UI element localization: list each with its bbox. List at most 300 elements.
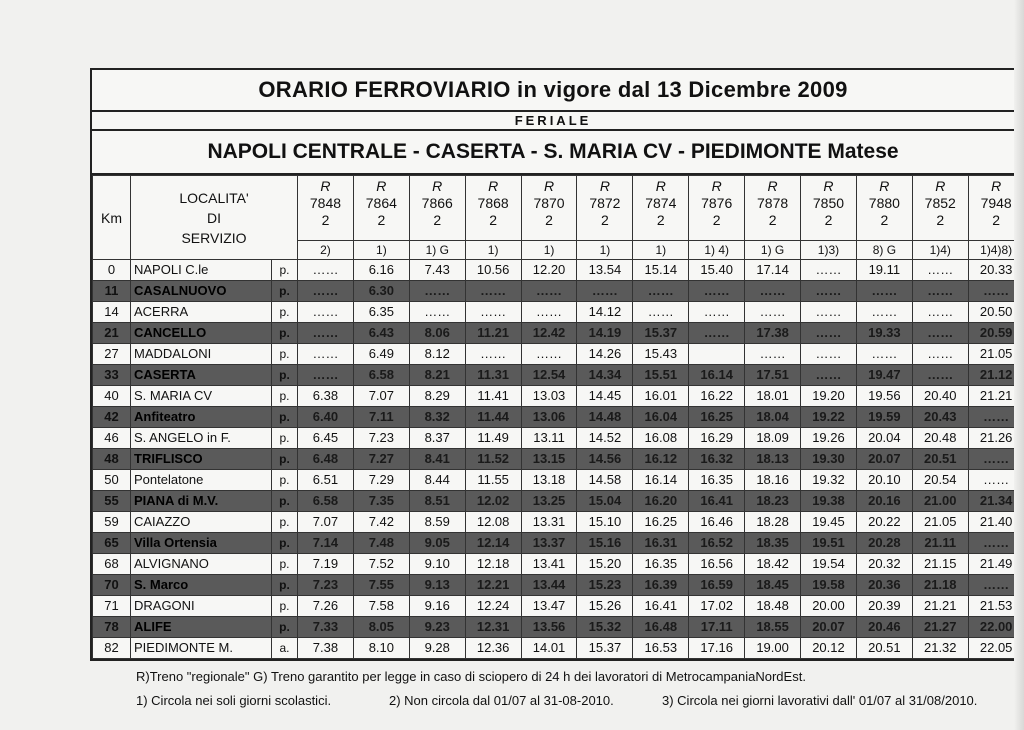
station-row	[93, 470, 1024, 491]
train-category: R	[823, 178, 834, 194]
departure-arrival-flag: p.	[272, 344, 298, 365]
departure-time: 20.28	[856, 533, 912, 554]
station-name: PIANA di M.V.	[131, 491, 272, 512]
departure-arrival-flag: p.	[272, 302, 298, 323]
station-name: DRAGONI	[131, 596, 272, 617]
departure-time: 17.16	[689, 638, 745, 659]
numbered-notes	[136, 691, 1016, 711]
departure-time: ……	[912, 281, 968, 302]
departure-time: 16.14	[689, 365, 745, 386]
departure-time: 20.54	[912, 470, 968, 491]
departure-time: ……	[801, 323, 857, 344]
departure-time: ……	[968, 407, 1024, 428]
station-row	[93, 281, 1024, 302]
localita-header	[131, 176, 298, 260]
departure-time: 16.08	[633, 428, 689, 449]
station-km: 65	[93, 533, 131, 554]
station-name: CANCELLO	[131, 323, 272, 344]
departure-arrival-flag: p.	[272, 428, 298, 449]
departure-time: 20.59	[968, 323, 1024, 344]
station-name: S. MARIA CV	[131, 386, 272, 407]
departure-time: 9.13	[409, 575, 465, 596]
note-1: 1) Circola nei soli giorni scolastici.	[136, 693, 332, 708]
departure-time: 16.29	[689, 428, 745, 449]
departure-time: ……	[968, 533, 1024, 554]
departure-time: 16.25	[689, 407, 745, 428]
departure-arrival-flag: p.	[272, 281, 298, 302]
train-category: R	[320, 178, 331, 194]
departure-time: 19.00	[745, 638, 801, 659]
station-row	[93, 407, 1024, 428]
departure-arrival-flag: p.	[272, 575, 298, 596]
train-category: R	[711, 178, 722, 194]
departure-time: 13.31	[521, 512, 577, 533]
departure-time: 15.40	[689, 260, 745, 281]
departure-time: ……	[409, 281, 465, 302]
departure-time: 12.02	[465, 491, 521, 512]
train-category: R	[991, 178, 1002, 194]
departure-time: 19.32	[801, 470, 857, 491]
departure-time: ……	[409, 302, 465, 323]
departure-time: 19.58	[801, 575, 857, 596]
departure-time: 16.04	[633, 407, 689, 428]
departure-time: 20.16	[856, 491, 912, 512]
departure-time: 11.55	[465, 470, 521, 491]
departure-time: ……	[298, 260, 354, 281]
train-category: R	[376, 178, 387, 194]
station-name: CAIAZZO	[131, 512, 272, 533]
departure-time: 12.24	[465, 596, 521, 617]
departure-time: 11.52	[465, 449, 521, 470]
departure-time: 7.26	[298, 596, 354, 617]
departure-time: 18.23	[745, 491, 801, 512]
departure-time: 14.52	[577, 428, 633, 449]
departure-time: ……	[689, 302, 745, 323]
departure-time: 8.12	[409, 344, 465, 365]
departure-time: 7.42	[353, 512, 409, 533]
localita-header-line: SERVIZIO	[181, 229, 247, 246]
departure-time: 18.55	[745, 617, 801, 638]
departure-arrival-flag: p.	[272, 491, 298, 512]
departure-time: 16.35	[633, 554, 689, 575]
departure-arrival-flag: p.	[272, 596, 298, 617]
departure-time: 7.55	[353, 575, 409, 596]
departure-time: 13.25	[521, 491, 577, 512]
station-km: 50	[93, 470, 131, 491]
note-2: 2) Non circola dal 01/07 al 31-08-2010.	[389, 693, 614, 708]
station-row	[93, 491, 1024, 512]
departure-time: 19.51	[801, 533, 857, 554]
train-class: 2	[712, 212, 721, 228]
departure-arrival-flag: p.	[272, 407, 298, 428]
train-number: 7848	[309, 195, 342, 211]
departure-time: 13.44	[521, 575, 577, 596]
train-note: 1)4)8)	[968, 241, 1024, 260]
departure-time: 20.50	[968, 302, 1024, 323]
departure-time: 19.45	[801, 512, 857, 533]
train-class: 2	[656, 212, 665, 228]
station-name: TRIFLISCO	[131, 449, 272, 470]
localita-header-line: DI	[207, 209, 221, 226]
departure-time: 21.34	[968, 491, 1024, 512]
train-header	[577, 176, 633, 241]
departure-time: 15.04	[577, 491, 633, 512]
departure-time: ……	[633, 281, 689, 302]
station-km: 11	[93, 281, 131, 302]
departure-time: 18.48	[745, 596, 801, 617]
departure-time: ……	[856, 344, 912, 365]
train-class: 2	[992, 212, 1001, 228]
departure-time: 16.53	[633, 638, 689, 659]
departure-time: 20.43	[912, 407, 968, 428]
departure-time: 16.59	[689, 575, 745, 596]
departure-time: 11.44	[465, 407, 521, 428]
departure-time: 9.05	[409, 533, 465, 554]
station-km: 14	[93, 302, 131, 323]
departure-arrival-flag: p.	[272, 386, 298, 407]
train-class: 2	[545, 212, 553, 228]
departure-time: 20.32	[856, 554, 912, 575]
departure-arrival-flag: p.	[272, 470, 298, 491]
departure-time: ……	[856, 302, 912, 323]
departure-time: 16.52	[689, 533, 745, 554]
departure-time: 7.29	[353, 470, 409, 491]
departure-time: 20.07	[856, 449, 912, 470]
departure-time: 21.18	[912, 575, 968, 596]
departure-time: 19.22	[801, 407, 857, 428]
train-note: 1)	[633, 241, 689, 260]
departure-time	[689, 344, 745, 365]
station-name: ACERRA	[131, 302, 272, 323]
departure-time: 15.37	[633, 323, 689, 344]
departure-time: 7.11	[353, 407, 409, 428]
train-number: 7872	[589, 195, 621, 211]
departure-time: 21.12	[968, 365, 1024, 386]
departure-time: 7.58	[353, 596, 409, 617]
departure-time: 20.00	[801, 596, 857, 617]
train-class: 2	[824, 212, 833, 228]
train-note: 1)	[465, 241, 521, 260]
train-class: 2	[601, 212, 609, 228]
departure-time: 14.01	[521, 638, 577, 659]
station-km: 68	[93, 554, 131, 575]
train-class: 2	[489, 212, 498, 228]
departure-time: 8.10	[353, 638, 409, 659]
departure-time: 16.22	[689, 386, 745, 407]
train-class: 2	[321, 212, 330, 228]
departure-time: ……	[912, 302, 968, 323]
departure-time: 7.23	[353, 428, 409, 449]
train-note: 1) 4)	[689, 241, 745, 260]
departure-time: 7.07	[353, 386, 409, 407]
departure-time: ……	[689, 323, 745, 344]
train-header	[689, 176, 745, 241]
train-header	[745, 176, 801, 241]
departure-time: 6.58	[353, 365, 409, 386]
departure-time: 6.58	[298, 491, 354, 512]
departure-time: 22.05	[968, 638, 1024, 659]
departure-time: 17.14	[745, 260, 801, 281]
train-class: 2	[936, 212, 945, 228]
train-class: 2	[377, 212, 386, 228]
station-name: S. ANGELO in F.	[131, 428, 272, 449]
departure-time: ……	[912, 260, 968, 281]
departure-time: 7.43	[409, 260, 465, 281]
train-class: 2	[768, 212, 777, 228]
station-row	[93, 533, 1024, 554]
train-number: 7866	[421, 195, 453, 211]
departure-time: 11.21	[465, 323, 521, 344]
departure-time: 12.31	[465, 617, 521, 638]
departure-time: 14.56	[577, 449, 633, 470]
departure-time: 16.41	[689, 491, 745, 512]
departure-time: 15.32	[577, 617, 633, 638]
train-note: 1)3)	[801, 241, 857, 260]
train-number: 7868	[477, 195, 509, 211]
departure-time: 14.34	[577, 365, 633, 386]
train-class: 2	[433, 212, 442, 228]
departure-time: 6.48	[298, 449, 354, 470]
departure-time: 16.14	[633, 470, 689, 491]
departure-time: 8.21	[409, 365, 465, 386]
station-km: 48	[93, 449, 131, 470]
timetable-sheet	[90, 68, 1016, 661]
train-number: 7850	[812, 195, 845, 211]
departure-time: 21.49	[968, 554, 1024, 575]
departure-time: 20.36	[856, 575, 912, 596]
train-number: 7870	[533, 195, 565, 211]
departure-time: ……	[465, 281, 521, 302]
departure-time: 18.01	[745, 386, 801, 407]
station-km: 21	[93, 323, 131, 344]
station-km: 27	[93, 344, 131, 365]
train-header	[465, 176, 521, 241]
departure-time: 7.19	[298, 554, 354, 575]
train-number: 7880	[868, 195, 900, 211]
departure-time: 16.35	[689, 470, 745, 491]
departure-time: 12.42	[521, 323, 577, 344]
station-row	[93, 512, 1024, 533]
departure-time: 9.23	[409, 617, 465, 638]
departure-time: ……	[521, 302, 577, 323]
train-note: 2)	[298, 241, 354, 260]
departure-time: ……	[521, 281, 577, 302]
departure-time: 19.54	[801, 554, 857, 575]
departure-time: 7.48	[353, 533, 409, 554]
departure-time: 19.26	[801, 428, 857, 449]
departure-time: 20.07	[801, 617, 857, 638]
departure-time: 14.58	[577, 470, 633, 491]
train-category: R	[767, 178, 778, 194]
departure-time: 18.42	[745, 554, 801, 575]
train-header	[521, 176, 577, 241]
departure-time: 13.03	[521, 386, 577, 407]
station-name: NAPOLI C.le	[131, 260, 272, 281]
departure-time: 7.27	[353, 449, 409, 470]
departure-time: 17.11	[689, 617, 745, 638]
departure-time: 20.22	[856, 512, 912, 533]
train-note: 1)4)	[912, 241, 968, 260]
departure-time: ……	[912, 323, 968, 344]
departure-arrival-flag: p.	[272, 554, 298, 575]
departure-time: ……	[577, 281, 633, 302]
departure-time: 15.43	[633, 344, 689, 365]
station-km: 0	[93, 260, 131, 281]
departure-time: 18.04	[745, 407, 801, 428]
departure-time: 16.12	[633, 449, 689, 470]
departure-time: 16.48	[633, 617, 689, 638]
departure-arrival-flag: p.	[272, 512, 298, 533]
page-edge-shadow	[1014, 0, 1024, 730]
departure-time: 8.32	[409, 407, 465, 428]
departure-time: ……	[633, 302, 689, 323]
departure-time: 21.00	[912, 491, 968, 512]
departure-time: 7.14	[298, 533, 354, 554]
departure-arrival-flag: p.	[272, 449, 298, 470]
station-name: ALIFE	[131, 617, 272, 638]
departure-time: 13.47	[521, 596, 577, 617]
departure-time: ……	[298, 344, 354, 365]
departure-time: 15.26	[577, 596, 633, 617]
train-note: 1)	[353, 241, 409, 260]
departure-time: 12.20	[521, 260, 577, 281]
departure-time: 8.51	[409, 491, 465, 512]
departure-time: 6.51	[298, 470, 354, 491]
departure-time: 21.40	[968, 512, 1024, 533]
train-number: 7876	[701, 195, 733, 211]
departure-time: 6.43	[353, 323, 409, 344]
departure-time: 13.41	[521, 554, 577, 575]
train-number: 7864	[365, 195, 397, 211]
departure-time: 7.07	[298, 512, 354, 533]
station-name: MADDALONI	[131, 344, 272, 365]
train-category: R	[488, 178, 499, 194]
station-row	[93, 302, 1024, 323]
departure-time: ……	[465, 344, 521, 365]
departure-time: 16.31	[633, 533, 689, 554]
departure-time: 17.51	[745, 365, 801, 386]
station-km: 70	[93, 575, 131, 596]
departure-time: 21.05	[968, 344, 1024, 365]
departure-arrival-flag: p.	[272, 365, 298, 386]
departure-time: 12.18	[465, 554, 521, 575]
station-row	[93, 323, 1024, 344]
departure-time: 13.15	[521, 449, 577, 470]
departure-time: 12.08	[465, 512, 521, 533]
train-header	[912, 176, 968, 241]
train-header	[633, 176, 689, 241]
departure-time: 14.26	[577, 344, 633, 365]
departure-time: 14.19	[577, 323, 633, 344]
station-km: 33	[93, 365, 131, 386]
departure-time: ……	[689, 281, 745, 302]
departure-time: 21.21	[968, 386, 1024, 407]
train-number: 7878	[757, 195, 789, 211]
station-row	[93, 449, 1024, 470]
departure-time: ……	[801, 302, 857, 323]
departure-time: 18.16	[745, 470, 801, 491]
departure-time: 8.44	[409, 470, 465, 491]
departure-time: 16.41	[633, 596, 689, 617]
departure-time: 16.20	[633, 491, 689, 512]
train-header	[409, 176, 465, 241]
station-name: Pontelatone	[131, 470, 272, 491]
departure-time: 21.05	[912, 512, 968, 533]
departure-time: 15.51	[633, 365, 689, 386]
departure-time: 19.47	[856, 365, 912, 386]
station-km: 82	[93, 638, 131, 659]
train-category: R	[432, 178, 443, 194]
departure-time: 21.27	[912, 617, 968, 638]
departure-time: 7.38	[298, 638, 354, 659]
departure-time: 7.52	[353, 554, 409, 575]
train-header	[856, 176, 912, 241]
departure-time: 20.10	[856, 470, 912, 491]
station-name: Villa Ortensia	[131, 533, 272, 554]
departure-time: 6.49	[353, 344, 409, 365]
departure-time: 8.29	[409, 386, 465, 407]
departure-time: 19.59	[856, 407, 912, 428]
train-number: 7874	[645, 195, 677, 211]
departure-time: ……	[801, 260, 857, 281]
departure-time: 6.16	[353, 260, 409, 281]
train-note: 1) G	[745, 241, 801, 260]
station-row	[93, 638, 1024, 659]
station-row	[93, 344, 1024, 365]
departure-time: 7.23	[298, 575, 354, 596]
departure-time: 13.54	[577, 260, 633, 281]
departure-arrival-flag: p.	[272, 323, 298, 344]
departure-time: 21.26	[968, 428, 1024, 449]
departure-time: 19.33	[856, 323, 912, 344]
departure-time: ……	[745, 281, 801, 302]
departure-time: ……	[745, 344, 801, 365]
departure-time: 8.06	[409, 323, 465, 344]
departure-time: 14.45	[577, 386, 633, 407]
departure-time: 16.01	[633, 386, 689, 407]
departure-time: 19.56	[856, 386, 912, 407]
departure-time: 16.39	[633, 575, 689, 596]
departure-time: 15.10	[577, 512, 633, 533]
departure-time: 12.21	[465, 575, 521, 596]
departure-time: 8.37	[409, 428, 465, 449]
departure-time: ……	[521, 344, 577, 365]
departure-time: 11.49	[465, 428, 521, 449]
train-header	[801, 176, 857, 241]
departure-time: 15.37	[577, 638, 633, 659]
departure-time: 14.12	[577, 302, 633, 323]
station-km: 40	[93, 386, 131, 407]
day-type-label: FERIALE	[92, 112, 1014, 131]
departure-arrival-flag: a.	[272, 638, 298, 659]
departure-time: 7.35	[353, 491, 409, 512]
station-km: 55	[93, 491, 131, 512]
train-category: R	[599, 178, 610, 194]
departure-time: 12.54	[521, 365, 577, 386]
station-row	[93, 554, 1024, 575]
departure-time: 8.59	[409, 512, 465, 533]
train-note: 8) G	[856, 241, 912, 260]
departure-time: 20.12	[801, 638, 857, 659]
train-header	[298, 176, 354, 241]
departure-time: 10.56	[465, 260, 521, 281]
departure-time: 20.51	[912, 449, 968, 470]
station-name: Anfiteatro	[131, 407, 272, 428]
departure-time: 20.46	[856, 617, 912, 638]
departure-time: 21.11	[912, 533, 968, 554]
departure-time: 13.37	[521, 533, 577, 554]
departure-time: 15.23	[577, 575, 633, 596]
